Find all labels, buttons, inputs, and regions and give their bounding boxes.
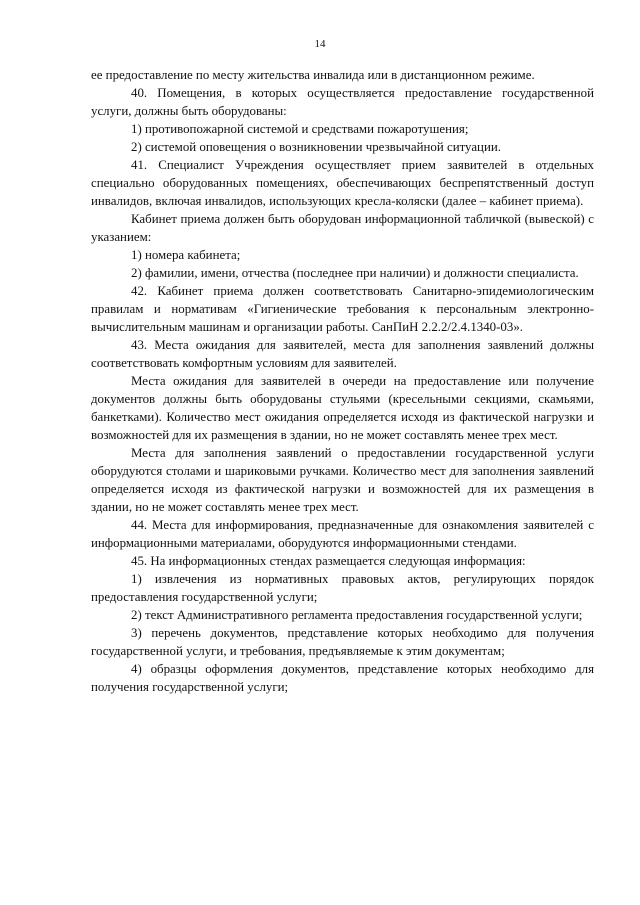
paragraph-41: 41. Специалист Учреждения осуществляет прием заявителей в отдельных специально оборудованных помещениях, обеспечивающих беспрепятственный доступ инвалидов, включая инвалидов, использующих кресла-коляски (далее – кабинет приема). xyxy=(91,158,594,208)
paragraph-continuation: ее предоставление по месту жительства инвалида или в дистанционном режиме. xyxy=(91,68,535,82)
list-item-45-2: 2) текст Административного регламента предоставления государственной услуги; xyxy=(131,608,583,622)
list-item-41-1: 1) номера кабинета; xyxy=(131,248,241,262)
list-item-45-3: 3) перечень документов, представление которых необходимо для получения государственной услуги, и требования, предъявляемые к этим документам; xyxy=(91,626,594,658)
document-body xyxy=(91,66,594,696)
paragraph-41-sign: Кабинет приема должен быть оборудован информационной табличкой (вывеской) с указанием: xyxy=(91,212,594,244)
list-item-45-4: 4) образцы оформления документов, представление которых необходимо для получения государственной услуги; xyxy=(91,662,594,694)
paragraph-44: 44. Места для информирования, предназначенные для ознакомления заявителей с информационными материалами, оборудуются информационными стендами. xyxy=(91,518,594,550)
paragraph-43: 43. Места ожидания для заявителей, места для заполнения заявлений должны соответствовать комфортным условиям для заявителей. xyxy=(91,338,594,370)
list-item-40-2: 2) системой оповещения о возникновении чрезвычайной ситуации. xyxy=(131,140,501,154)
paragraph-45: 45. На информационных стендах размещается следующая информация: xyxy=(131,554,526,568)
list-item-45-1: 1) извлечения из нормативных правовых актов, регулирующих порядок предоставления государственной услуги; xyxy=(91,572,594,604)
list-item-41-2: 2) фамилии, имени, отчества (последнее при наличии) и должности специалиста. xyxy=(131,266,579,280)
paragraph-43-filling: Места для заполнения заявлений о предоставлении государственной услуги оборудуются столами и шариковыми ручками. Количество мест для заполнения заявлений определяется исходя из фактической нагрузки и возможностей для их размещения в здании, но не может составлять менее трех мест. xyxy=(91,446,594,514)
paragraph-43-waiting: Места ожидания для заявителей в очереди на предоставление или получение документов должны быть оборудованы стульями (кресельными секциями, скамьями, банкетками). Количество мест ожидания определяется исходя из фактической нагрузки и возможностей для их размещения в здании, но не может составлять менее трех мест. xyxy=(91,374,594,442)
list-item-40-1: 1) противопожарной системой и средствами пожаротушения; xyxy=(131,122,469,136)
paragraph-42: 42. Кабинет приема должен соответствовать Санитарно-эпидемиологическим правилам и нормативам «Гигиенические требования к персональным электронно-вычислительным машинам и организации работы. СанПиН 2.2.2/2.4.1340-03». xyxy=(91,284,594,334)
page-number: 14 xyxy=(314,38,326,50)
paragraph-40: 40. Помещения, в которых осуществляется предоставление государственной услуги, должны быть оборудованы: xyxy=(91,86,594,118)
